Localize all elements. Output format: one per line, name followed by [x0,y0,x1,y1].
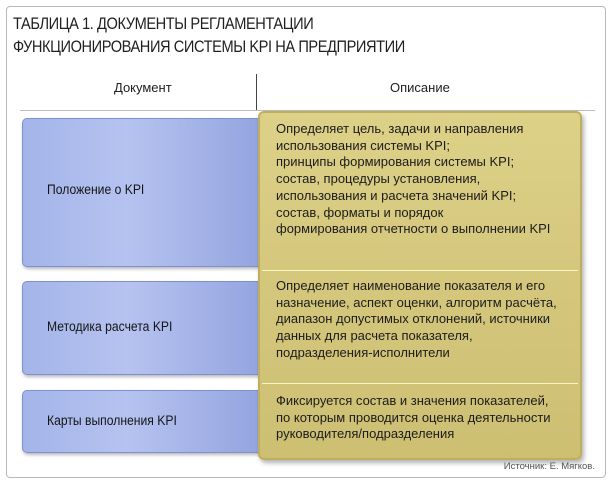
description-line: Фиксируется состав и значения показателей, [276,393,549,408]
description-line: Определяет наименование показателя и его [276,278,546,293]
description-line: назначение, аспект оценки, алгоритм расчёта, [276,294,557,310]
description-line: использования и расчета значений KPI; [276,187,517,203]
description-line: данных для расчета показателя, [276,328,473,344]
table-title [13,12,405,58]
description-line: руководителя/подразделения [276,426,455,442]
table-title-line-1: ТАБЛИЦА 1. ДОКУМЕНТЫ РЕГЛАМЕНТАЦИИ [13,14,314,33]
table-title-line-2: ФУНКЦИОНИРОВАНИЯ СИСТЕМЫ KPI НА ПРЕДПРИЯТИИ [13,37,405,56]
description-line: подразделения-исполнители [276,344,450,360]
description-metodika [276,278,576,362]
document-label-metodika: Методика расчета KPI [47,319,173,334]
description-karty [276,393,576,443]
column-header-document: Документ [114,80,172,95]
description-polozhenie [276,121,576,238]
description-line: диапазон допустимых отклонений, источники [276,311,551,327]
description-line: формирования отчетности о выполнении KPI [276,221,551,237]
description-line: по которым проводится оценка деятельности [276,409,551,425]
description-line: использования системы KPI; [276,137,450,153]
description-line: принципы формирования системы KPI; [276,154,515,170]
description-line: состав, процедуры установления, [276,171,481,187]
document-label-karty: Карты выполнения KPI [47,413,177,428]
column-header-divider [256,74,257,110]
description-line: состав, форматы и порядок [276,204,444,220]
description-separator-1 [262,270,578,271]
description-separator-2 [262,383,578,384]
column-header-description: Описание [390,80,450,95]
source-credit: Источник: Е. Мягков. [503,461,595,472]
description-line: Определяет цель, задачи и направления [276,121,524,136]
document-label-polozhenie: Положение о KPI [47,182,145,197]
